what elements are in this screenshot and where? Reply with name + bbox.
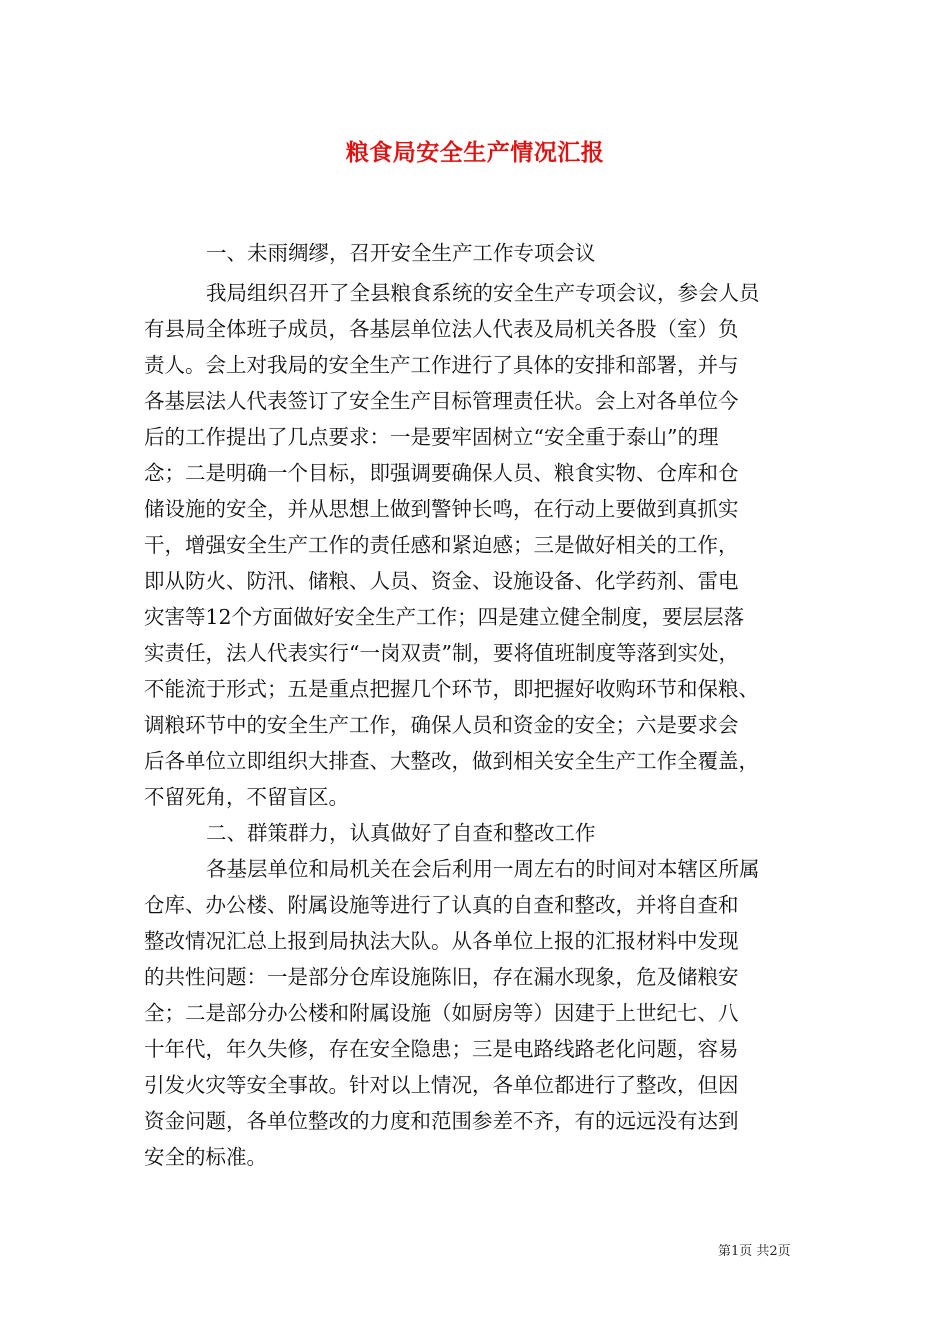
paragraph-line: 后各单位立即组织大排查、大整改，做到相关安全生产工作全覆盖， bbox=[144, 749, 759, 773]
document-title: 粮食局安全生产情况汇报 bbox=[345, 139, 605, 166]
paragraph-line: 不能流于形式；五是重点把握几个环节，即把握好收购环节和保粮、 bbox=[144, 677, 759, 701]
paragraph-line: 引发火灾等安全事故。针对以上情况，各单位都进行了整改，但因 bbox=[144, 1073, 739, 1097]
paragraph-line: 各基层法人代表签订了安全生产目标管理责任状。会上对各单位今 bbox=[144, 389, 739, 413]
paragraph-line: 干，增强安全生产工作的责任感和紧迫感；三是做好相关的工作， bbox=[144, 533, 739, 557]
paragraph-line: 后的工作提出了几点要求：一是要牢固树立“安全重于泰山”的理 bbox=[144, 425, 719, 449]
paragraph-line: 念；二是明确一个目标，即强调要确保人员、粮食实物、仓库和仓 bbox=[144, 461, 739, 485]
paragraph-line: 实责任，法人代表实行“一岗双责”制，要将值班制度等落到实处， bbox=[144, 641, 739, 665]
paragraph-line: 的共性问题：一是部分仓库设施陈旧，存在漏水现象，危及储粮安 bbox=[144, 965, 739, 989]
paragraph-line: 灾害等12个方面做好安全生产工作；四是建立健全制度，要层层落 bbox=[144, 605, 745, 629]
paragraph-line: 仓库、办公楼、附属设施等进行了认真的自查和整改，并将自查和 bbox=[144, 893, 739, 917]
paragraph-line: 十年代，年久失修，存在安全隐患；三是电路线路老化问题，容易 bbox=[144, 1037, 739, 1061]
paragraph-line: 全；二是部分办公楼和附属设施（如厨房等）因建于上世纪七、八 bbox=[144, 1001, 739, 1025]
section2-heading: 二、群策群力，认真做好了自查和整改工作 bbox=[206, 821, 596, 845]
paragraph-line: 我局组织召开了全县粮食系统的安全生产专项会议，参会人员 bbox=[206, 281, 760, 305]
paragraph-line: 不留死角，不留盲区。 bbox=[144, 785, 349, 809]
paragraph-line: 即从防火、防汛、储粮、人员、资金、设施设备、化学药剂、雷电 bbox=[144, 569, 739, 593]
paragraph-line: 各基层单位和局机关在会后利用一周左右的时间对本辖区所属 bbox=[206, 857, 760, 881]
page-number: 第1页 共2页 bbox=[718, 1244, 791, 1259]
section1-heading: 一、未雨绸缪，召开安全生产工作专项会议 bbox=[206, 241, 596, 265]
paragraph-line: 资金问题，各单位整改的力度和范围参差不齐，有的远远没有达到 bbox=[144, 1109, 739, 1133]
paragraph-line: 储设施的安全，并从思想上做到警钟长鸣，在行动上要做到真抓实 bbox=[144, 497, 739, 521]
paragraph-line: 调粮环节中的安全生产工作，确保人员和资金的安全；六是要求会 bbox=[144, 713, 739, 737]
paragraph-line: 安全的标准。 bbox=[144, 1145, 267, 1169]
paragraph-line: 责人。会上对我局的安全生产工作进行了具体的安排和部署，并与 bbox=[144, 353, 739, 377]
paragraph-line: 有县局全体班子成员，各基层单位法人代表及局机关各股（室）负 bbox=[144, 317, 739, 341]
paragraph-line: 整改情况汇总上报到局执法大队。从各单位上报的汇报材料中发现 bbox=[144, 929, 739, 953]
